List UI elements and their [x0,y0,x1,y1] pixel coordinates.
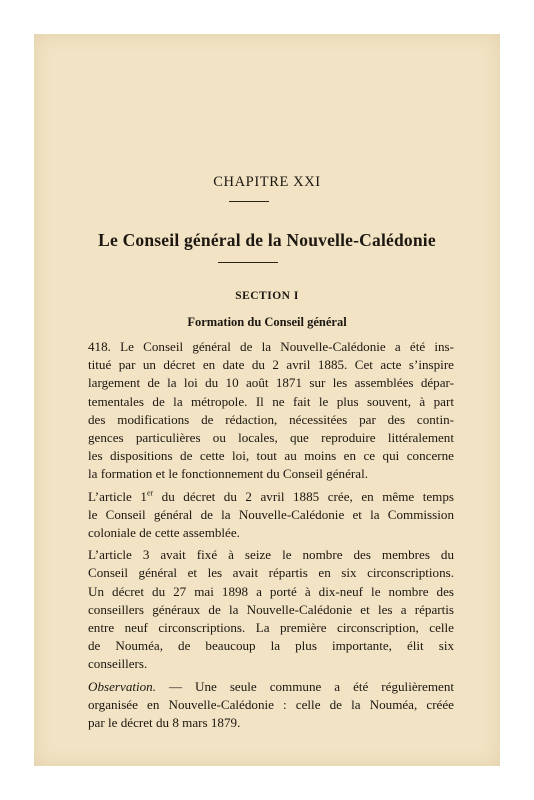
text-line: les dispositions de cette loi, tout au moins en ce qui concerne [88,448,454,464]
paragraph-article-1 [75,488,454,543]
text-fragment: L’article 1 [88,488,147,504]
text-line: titué par un décret en date du 2 avril 1885. Cet acte s’inspire [88,357,454,373]
text-line: gences particulières ou locales, que reproduire littéralement [88,430,454,446]
text-line: entre neuf circonscriptions. La première circonscription, celle [88,620,454,636]
text-line: la formation et le fonctionnement du Conseil général. [88,466,368,482]
superscript: er [146,488,154,498]
text-line [75,678,454,696]
text-line: conseillers. [88,656,148,672]
body-text [75,338,454,736]
text-fragment: — Une seule commune a été régulièrement [156,678,454,694]
text-line: Conseil général et les avait répartis en six circonscriptions. [88,565,454,581]
text-line: coloniale de cette assemblée. [88,525,240,541]
observation-label: Observation. [88,678,157,694]
text-line: organisée en Nouvelle-Calédonie : celle de la Nouméa, créée [88,696,454,712]
chapter-divider [229,201,269,202]
text-line: des modifications de rédaction, nécessitées par des contin- [88,411,454,427]
text-line: le Conseil général de la Nouvelle-Calédonie et la Commission [88,506,454,522]
text-line: conseillers généraux de la Nouvelle-Calédonie et les a répartis [88,601,454,617]
section-subtitle: Formation du Conseil général [187,315,347,329]
paragraph-418 [75,338,454,484]
text-line: tementales de la métropole. Il ne fait le plus souvent, à part [88,393,454,409]
chapter-title: Le Conseil général de la Nouvelle-Calédonie [98,230,436,250]
text-line: L’article 3 avait fixé à seize le nombre des membres du [88,547,454,563]
text-fragment: du décret du 2 avril 1885 crée, en même temps [153,488,454,504]
paragraph-article-3 [75,546,454,673]
text-line [75,488,454,506]
text-line: 418. Le Conseil général de la Nouvelle-Calédonie a été ins- [88,339,454,354]
text-line: largement de la loi du 10 août 1871 sur les assemblées dépar- [88,375,454,391]
text-line: par le décret du 8 mars 1879. [88,715,241,731]
text-line: Un décret du 27 mai 1898 a porté à dix-neuf le nombre des [88,583,454,599]
text-line: de Nouméa, de beaucoup la plus importante, élit six [88,638,454,654]
title-divider [218,262,278,263]
section-heading: SECTION I [235,290,299,302]
chapter-heading: CHAPITRE XXI [213,174,321,190]
paragraph-observation [75,678,454,733]
book-page [34,34,500,766]
